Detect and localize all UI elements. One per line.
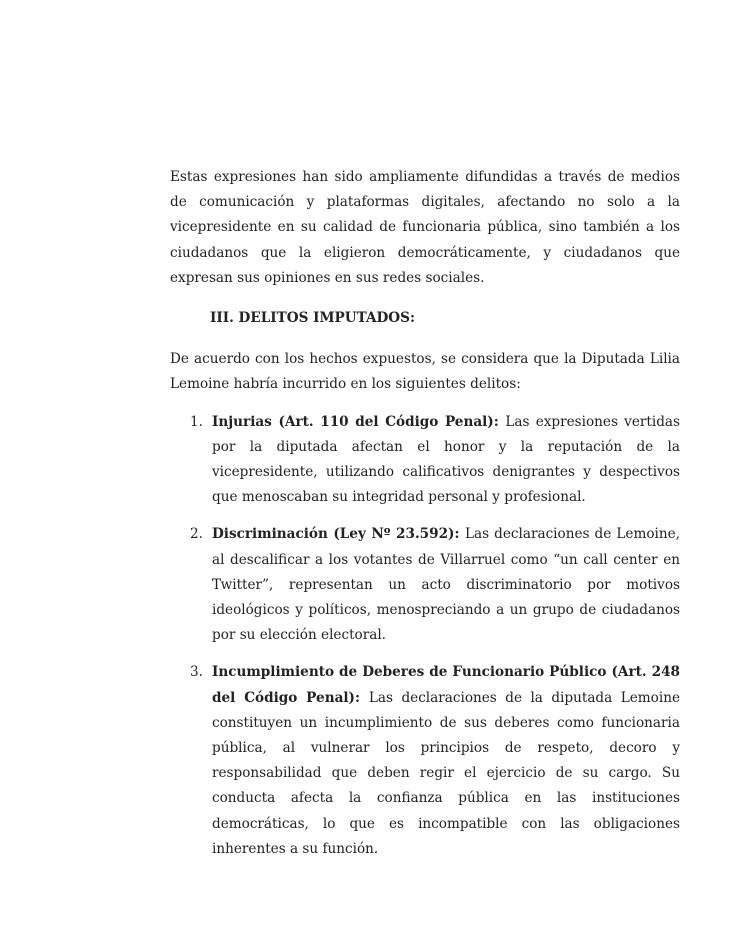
list-item-text: Las expresiones vertidas por la diputada afectan el honor y la reputación de la vicepresidente, utilizando calificativos denigrantes y despectivos que menoscaban su integridad personal y profesional. [212, 413, 680, 506]
list-item-title: Injurias (Art. 110 del Código Penal): [212, 413, 506, 430]
lead-paragraph: De acuerdo con los hechos expuestos, se considera que la Diputada Lilia Lemoine habría incurrido en los siguientes delitos: [170, 351, 680, 393]
list-item [170, 660, 680, 862]
list-item-title: Discriminación (Ley Nº 23.592): [212, 526, 465, 543]
crimes-list [170, 410, 680, 862]
list-item-title: Incumplimiento de Deberes de Funcionario Público (Art. 248 del Código Penal): [212, 664, 680, 706]
intro-paragraph: Estas expresiones han sido ampliamente difundidas a través de medios de comunicación y plataformas digitales, afectando no solo a la vicepresidente en su calidad de funcionaria pública, sino también a los ciudadanos que la eligieron democráticamente, y ciudadanos que expresan sus opiniones en sus redes sociales. [170, 169, 680, 286]
section-heading: III. DELITOS IMPUTADOS: [210, 310, 415, 327]
list-item-text: Las declaraciones de Lemoine, al descalificar a los votantes de Villarruel como “un call center en Twitter”, representan un acto discriminatorio por motivos ideológicos y políticos, menospreciando a un grupo de ciudadanos por su elección electoral. [212, 526, 680, 644]
list-item-number: 1. [190, 413, 203, 430]
list-item-number: 3. [190, 664, 203, 681]
list-item-text: Las declaraciones de la diputada Lemoine constituyen un incumplimiento de sus deberes como funcionaria pública, al vulnerar los principios de respeto, decoro y responsabilidad que deben regir el ejercicio de su cargo. Su conducta afecta la confianza pública en las instituciones democráticas, lo que es incompatible con las obligaciones inherentes a su función. [212, 689, 680, 857]
list-item [170, 410, 680, 511]
list-item [170, 522, 680, 648]
document-body [170, 165, 680, 874]
list-item-number: 2. [190, 526, 203, 543]
